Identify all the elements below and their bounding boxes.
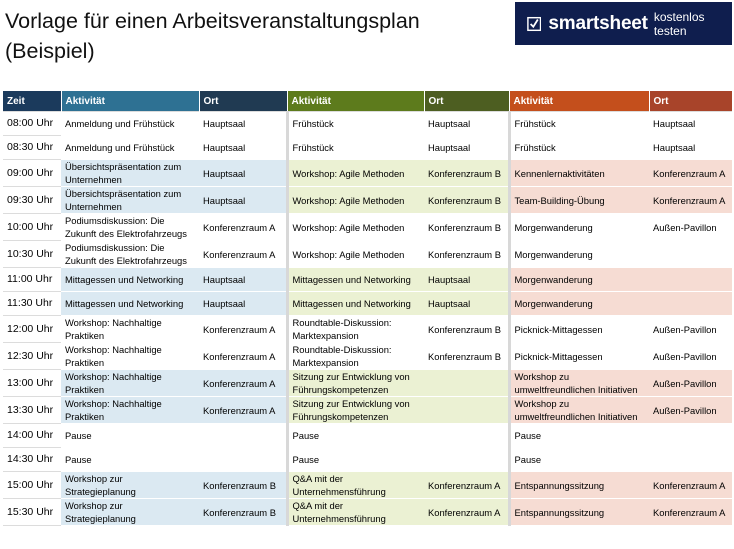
activity-cell: Mittagessen und Networking — [287, 268, 424, 292]
activity-cell: Q&A mit der Unternehmensführung — [287, 472, 424, 499]
location-cell — [649, 424, 732, 448]
time-cell: 15:00 Uhr — [3, 472, 61, 499]
activity-cell: Mittagessen und Networking — [61, 268, 199, 292]
smartsheet-logo-button[interactable] — [515, 2, 732, 45]
location-cell — [424, 424, 509, 448]
time-cell: 12:00 Uhr — [3, 316, 61, 343]
location-cell — [424, 448, 509, 472]
activity-cell: Pause — [509, 448, 649, 472]
location-cell: Konferenzraum A — [199, 214, 287, 241]
table-row — [3, 187, 732, 214]
activity-cell: Übersichtspräsentation zum Unternehmen — [61, 187, 199, 214]
time-cell: 11:30 Uhr — [3, 292, 61, 316]
location-cell: Konferenzraum A — [649, 160, 732, 187]
location-cell: Konferenzraum B — [424, 316, 509, 343]
table-row — [3, 472, 732, 499]
activity-cell: Workshop: Agile Methoden — [287, 214, 424, 241]
table-row — [3, 343, 732, 370]
location-cell — [199, 424, 287, 448]
location-cell: Hauptsaal — [649, 136, 732, 160]
location-cell — [649, 268, 732, 292]
header-activity-3: Aktivität — [509, 91, 649, 112]
time-cell: 13:30 Uhr — [3, 397, 61, 424]
activity-cell: Team-Building-Übung — [509, 187, 649, 214]
location-cell: Außen-Pavillon — [649, 316, 732, 343]
location-cell: Hauptsaal — [199, 268, 287, 292]
header-location-2: Ort — [424, 91, 509, 112]
location-cell: Konferenzraum A — [199, 370, 287, 397]
location-cell: Hauptsaal — [199, 292, 287, 316]
activity-cell: Sitzung zur Entwicklung von Führungskompetenzen — [287, 370, 424, 397]
activity-cell: Pause — [287, 448, 424, 472]
location-cell: Konferenzraum B — [424, 241, 509, 268]
activity-cell: Frühstück — [509, 136, 649, 160]
activity-cell: Workshop zu umweltfreundlichen Initiativen — [509, 397, 649, 424]
location-cell — [649, 292, 732, 316]
activity-cell: Workshop zur Strategieplanung — [61, 472, 199, 499]
time-cell: 12:30 Uhr — [3, 343, 61, 370]
location-cell: Außen-Pavillon — [649, 343, 732, 370]
location-cell: Außen-Pavillon — [649, 397, 732, 424]
header-location-1: Ort — [199, 91, 287, 112]
location-cell: Außen-Pavillon — [649, 370, 732, 397]
header-activity-1: Aktivität — [61, 91, 199, 112]
activity-cell: Podiumsdiskussion: Die Zukunft des Elektrofahrzeugs — [61, 241, 199, 268]
activity-cell: Morgenwanderung — [509, 241, 649, 268]
activity-cell: Picknick-Mittagessen — [509, 316, 649, 343]
activity-cell: Q&A mit der Unternehmensführung — [287, 499, 424, 526]
time-cell: 09:30 Uhr — [3, 187, 61, 214]
table-row — [3, 292, 732, 316]
activity-cell: Workshop: Nachhaltige Praktiken — [61, 370, 199, 397]
location-cell: Hauptsaal — [649, 112, 732, 136]
activity-cell: Pause — [61, 448, 199, 472]
table-row — [3, 136, 732, 160]
header-location-3: Ort — [649, 91, 732, 112]
activity-cell: Frühstück — [287, 136, 424, 160]
location-cell: Konferenzraum B — [424, 343, 509, 370]
header-activity-2: Aktivität — [287, 91, 424, 112]
location-cell: Konferenzraum A — [424, 499, 509, 526]
table-row — [3, 424, 732, 448]
table-row — [3, 448, 732, 472]
activity-cell: Morgenwanderung — [509, 214, 649, 241]
time-cell: 10:00 Uhr — [3, 214, 61, 241]
activity-cell: Frühstück — [509, 112, 649, 136]
location-cell — [649, 448, 732, 472]
location-cell: Konferenzraum B — [424, 214, 509, 241]
table-row — [3, 214, 732, 241]
location-cell: Außen-Pavillon — [649, 214, 732, 241]
location-cell: Konferenzraum A — [199, 343, 287, 370]
table-row — [3, 316, 732, 343]
activity-cell: Workshop: Nachhaltige Praktiken — [61, 316, 199, 343]
activity-cell: Pause — [287, 424, 424, 448]
time-cell: 15:30 Uhr — [3, 499, 61, 526]
activity-cell: Mittagessen und Networking — [287, 292, 424, 316]
activity-cell: Anmeldung und Frühstück — [61, 136, 199, 160]
location-cell: Konferenzraum B — [424, 160, 509, 187]
activity-cell: Sitzung zur Entwicklung von Führungskompetenzen — [287, 397, 424, 424]
activity-cell: Morgenwanderung — [509, 292, 649, 316]
time-cell: 13:00 Uhr — [3, 370, 61, 397]
activity-cell: Picknick-Mittagessen — [509, 343, 649, 370]
activity-cell: Kennenlernaktivitäten — [509, 160, 649, 187]
time-cell: 09:00 Uhr — [3, 160, 61, 187]
activity-cell: Workshop: Nachhaltige Praktiken — [61, 397, 199, 424]
page-title: Vorlage für einen Arbeitsveranstaltungsplan (Beispiel) — [5, 9, 420, 63]
location-cell — [424, 370, 509, 397]
location-cell — [199, 448, 287, 472]
activity-cell: Mittagessen und Networking — [61, 292, 199, 316]
time-cell: 10:30 Uhr — [3, 241, 61, 268]
time-cell: 14:30 Uhr — [3, 448, 61, 472]
activity-cell: Roundtable-Diskussion: Marktexpansion — [287, 343, 424, 370]
location-cell — [649, 241, 732, 268]
table-row — [3, 370, 732, 397]
schedule-table — [3, 91, 733, 526]
location-cell: Konferenzraum A — [649, 499, 732, 526]
table-row — [3, 499, 732, 526]
checkmark-icon — [527, 16, 541, 32]
location-cell: Konferenzraum A — [649, 187, 732, 214]
time-cell: 08:30 Uhr — [3, 136, 61, 160]
activity-cell: Workshop: Agile Methoden — [287, 160, 424, 187]
table-row — [3, 112, 732, 136]
activity-cell: Anmeldung und Frühstück — [61, 112, 199, 136]
location-cell: Konferenzraum B — [424, 187, 509, 214]
location-cell: Konferenzraum A — [424, 472, 509, 499]
table-row — [3, 241, 732, 268]
activity-cell: Workshop zu umweltfreundlichen Initiativen — [509, 370, 649, 397]
location-cell: Konferenzraum A — [649, 472, 732, 499]
location-cell: Hauptsaal — [424, 136, 509, 160]
location-cell: Konferenzraum A — [199, 241, 287, 268]
location-cell — [424, 397, 509, 424]
activity-cell: Workshop: Agile Methoden — [287, 187, 424, 214]
location-cell: Konferenzraum B — [199, 472, 287, 499]
logo-cta: kostenlos testen — [653, 9, 705, 38]
location-cell: Konferenzraum B — [199, 499, 287, 526]
activity-cell: Morgenwanderung — [509, 268, 649, 292]
location-cell: Hauptsaal — [199, 187, 287, 214]
header-row — [3, 91, 732, 112]
activity-cell: Entspannungssitzung — [509, 499, 649, 526]
activity-cell: Entspannungssitzung — [509, 472, 649, 499]
activity-cell: Podiumsdiskussion: Die Zukunft des Elektrofahrzeugs — [61, 214, 199, 241]
time-cell: 14:00 Uhr — [3, 424, 61, 448]
location-cell: Konferenzraum A — [199, 397, 287, 424]
activity-cell: Frühstück — [287, 112, 424, 136]
location-cell: Hauptsaal — [424, 292, 509, 316]
location-cell: Hauptsaal — [199, 136, 287, 160]
activity-cell: Pause — [509, 424, 649, 448]
activity-cell: Übersichtspräsentation zum Unternehmen — [61, 160, 199, 187]
time-cell: 11:00 Uhr — [3, 268, 61, 292]
activity-cell: Workshop: Nachhaltige Praktiken — [61, 343, 199, 370]
table-row — [3, 268, 732, 292]
activity-cell: Pause — [61, 424, 199, 448]
logo-brand: smartsheet — [548, 12, 648, 34]
activity-cell: Workshop: Agile Methoden — [287, 241, 424, 268]
location-cell: Konferenzraum A — [199, 316, 287, 343]
location-cell: Hauptsaal — [199, 160, 287, 187]
table-row — [3, 397, 732, 424]
activity-cell: Roundtable-Diskussion: Marktexpansion — [287, 316, 424, 343]
table-row — [3, 160, 732, 187]
time-cell: 08:00 Uhr — [3, 112, 61, 136]
header-zeit: Zeit — [3, 91, 61, 112]
activity-cell: Workshop zur Strategieplanung — [61, 499, 199, 526]
location-cell: Hauptsaal — [199, 112, 287, 136]
location-cell: Hauptsaal — [424, 268, 509, 292]
location-cell: Hauptsaal — [424, 112, 509, 136]
